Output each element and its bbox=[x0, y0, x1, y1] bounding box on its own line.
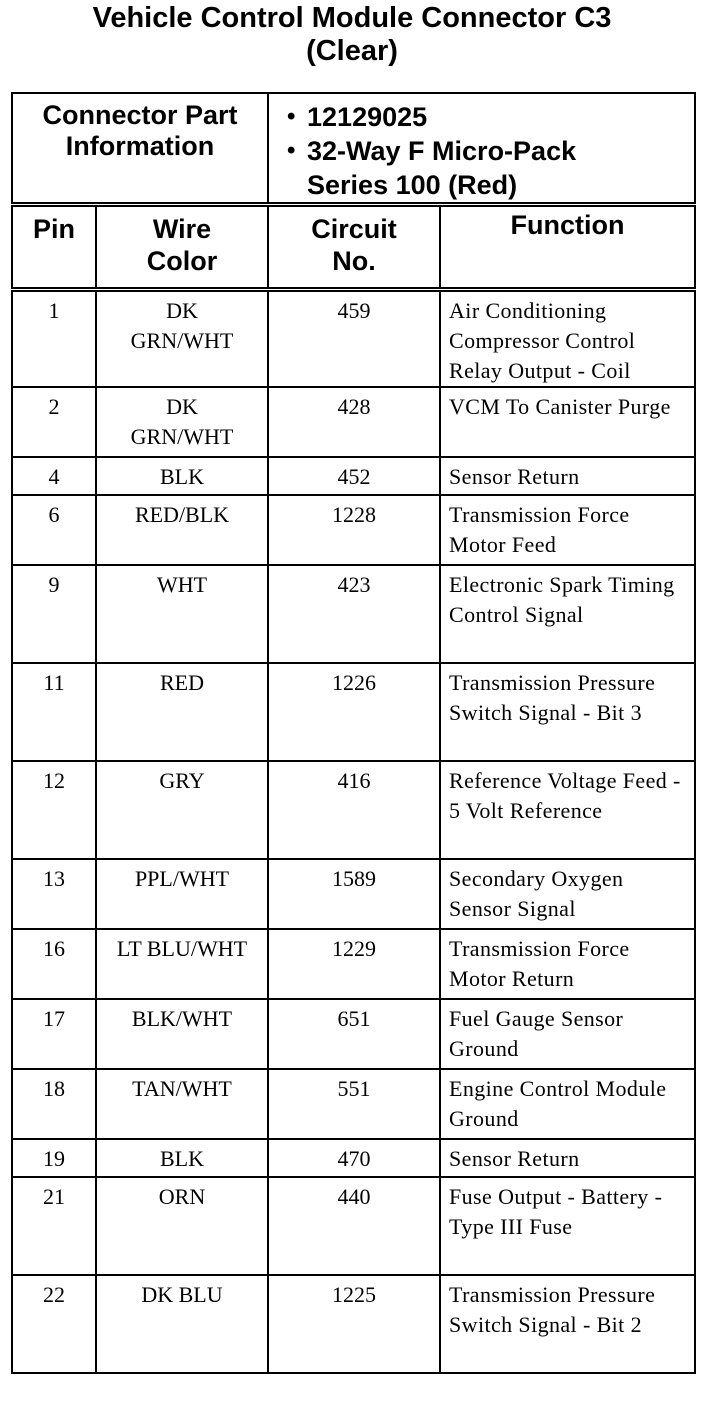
table-row bbox=[12, 495, 695, 565]
circuit-number-cell: 440 bbox=[268, 1177, 440, 1275]
table-row bbox=[12, 387, 695, 457]
pin-cell: 18 bbox=[12, 1069, 96, 1139]
table-row bbox=[12, 761, 695, 859]
circuit-number-cell: 551 bbox=[268, 1069, 440, 1139]
circuit-number-cell: 423 bbox=[268, 565, 440, 663]
circuit-number-cell: 1229 bbox=[268, 929, 440, 999]
circuit-number-cell: 459 bbox=[268, 290, 440, 388]
circuit-number-cell: 1228 bbox=[268, 495, 440, 565]
bullet-icon: • bbox=[287, 137, 296, 164]
connector-description-2: Series 100 (Red) bbox=[307, 170, 518, 200]
part-number-line bbox=[287, 100, 694, 134]
connector-info-values-cell bbox=[268, 93, 695, 205]
pin-cell: 2 bbox=[12, 387, 96, 457]
pin-cell: 13 bbox=[12, 859, 96, 929]
wire-color-cell: TAN/WHT bbox=[96, 1069, 268, 1139]
wire-color-cell: BLK bbox=[96, 1139, 268, 1177]
page-title bbox=[0, 2, 704, 68]
wire-color-cell: DK GRN/WHT bbox=[96, 290, 268, 388]
function-cell: Fuse Output - Battery - Type III Fuse bbox=[440, 1177, 695, 1275]
pin-cell: 12 bbox=[12, 761, 96, 859]
circuit-number-cell: 470 bbox=[268, 1139, 440, 1177]
function-cell: VCM To Canister Purge bbox=[440, 387, 695, 457]
connector-info-values bbox=[269, 94, 694, 202]
function-cell: Air Conditioning Compressor Control Relay Output - Coil bbox=[440, 290, 695, 388]
circuit-number-cell: 452 bbox=[268, 457, 440, 495]
circuit-number-cell: 1226 bbox=[268, 663, 440, 761]
pin-cell: 21 bbox=[12, 1177, 96, 1275]
part-number: 12129025 bbox=[307, 102, 428, 132]
description-line-1 bbox=[287, 134, 694, 168]
wire-color-cell: BLK bbox=[96, 457, 268, 495]
circuit-number-cell: 1225 bbox=[268, 1275, 440, 1373]
connector-info-label-cell bbox=[12, 93, 268, 205]
table-row bbox=[12, 663, 695, 761]
column-header-circuit-no: Circuit No. bbox=[268, 205, 440, 290]
table-row bbox=[12, 565, 695, 663]
title-line-2: (Clear) bbox=[306, 35, 398, 67]
wire-color-cell: ORN bbox=[96, 1177, 268, 1275]
function-cell: Sensor Return bbox=[440, 457, 695, 495]
pin-cell: 6 bbox=[12, 495, 96, 565]
bullet-icon: • bbox=[287, 103, 296, 130]
table-row bbox=[12, 1177, 695, 1275]
column-header-function: Function bbox=[440, 205, 695, 290]
wire-color-cell: BLK/WHT bbox=[96, 999, 268, 1069]
wire-color-cell: RED/BLK bbox=[96, 495, 268, 565]
connector-description-1: 32-Way F Micro-Pack bbox=[307, 136, 577, 166]
wire-color-cell: DK BLU bbox=[96, 1275, 268, 1373]
connector-info-label: Connector Part Information bbox=[42, 100, 238, 161]
function-cell: Transmission Pressure Switch Signal - Bit 2 bbox=[440, 1275, 695, 1373]
connector-info-row bbox=[12, 93, 695, 205]
pin-cell: 19 bbox=[12, 1139, 96, 1177]
title-line-1: Vehicle Control Module Connector C3 bbox=[92, 2, 612, 34]
pin-cell: 11 bbox=[12, 663, 96, 761]
column-header-wire-color: Wire Color bbox=[96, 205, 268, 290]
pin-cell: 4 bbox=[12, 457, 96, 495]
pin-cell: 1 bbox=[12, 290, 96, 388]
pin-cell: 22 bbox=[12, 1275, 96, 1373]
wire-color-cell: LT BLU/WHT bbox=[96, 929, 268, 999]
circuit-number-cell: 651 bbox=[268, 999, 440, 1069]
function-cell: Transmission Force Motor Return bbox=[440, 929, 695, 999]
function-cell: Fuel Gauge Sensor Ground bbox=[440, 999, 695, 1069]
table-row bbox=[12, 457, 695, 495]
wire-color-cell: WHT bbox=[96, 565, 268, 663]
wire-color-cell: DK GRN/WHT bbox=[96, 387, 268, 457]
function-cell: Reference Voltage Feed - 5 Volt Reference bbox=[440, 761, 695, 859]
connector-table bbox=[11, 92, 696, 1374]
function-cell: Transmission Pressure Switch Signal - Bit 3 bbox=[440, 663, 695, 761]
table-row bbox=[12, 999, 695, 1069]
table-row bbox=[12, 1069, 695, 1139]
function-cell: Engine Control Module Ground bbox=[440, 1069, 695, 1139]
function-cell: Transmission Force Motor Feed bbox=[440, 495, 695, 565]
circuit-number-cell: 416 bbox=[268, 761, 440, 859]
table-row bbox=[12, 1139, 695, 1177]
circuit-number-cell: 1589 bbox=[268, 859, 440, 929]
table-row bbox=[12, 1275, 695, 1373]
table-row bbox=[12, 859, 695, 929]
table-row bbox=[12, 929, 695, 999]
pin-cell: 9 bbox=[12, 565, 96, 663]
description-line-2 bbox=[307, 168, 694, 202]
function-cell: Secondary Oxygen Sensor Signal bbox=[440, 859, 695, 929]
wire-color-cell: RED bbox=[96, 663, 268, 761]
wire-color-cell: PPL/WHT bbox=[96, 859, 268, 929]
function-cell: Electronic Spark Timing Control Signal bbox=[440, 565, 695, 663]
column-header-pin: Pin bbox=[12, 205, 96, 290]
wire-color-cell: GRY bbox=[96, 761, 268, 859]
pin-cell: 16 bbox=[12, 929, 96, 999]
pin-cell: 17 bbox=[12, 999, 96, 1069]
table-row bbox=[12, 290, 695, 388]
circuit-number-cell: 428 bbox=[268, 387, 440, 457]
column-header-row bbox=[12, 205, 695, 290]
function-cell: Sensor Return bbox=[440, 1139, 695, 1177]
